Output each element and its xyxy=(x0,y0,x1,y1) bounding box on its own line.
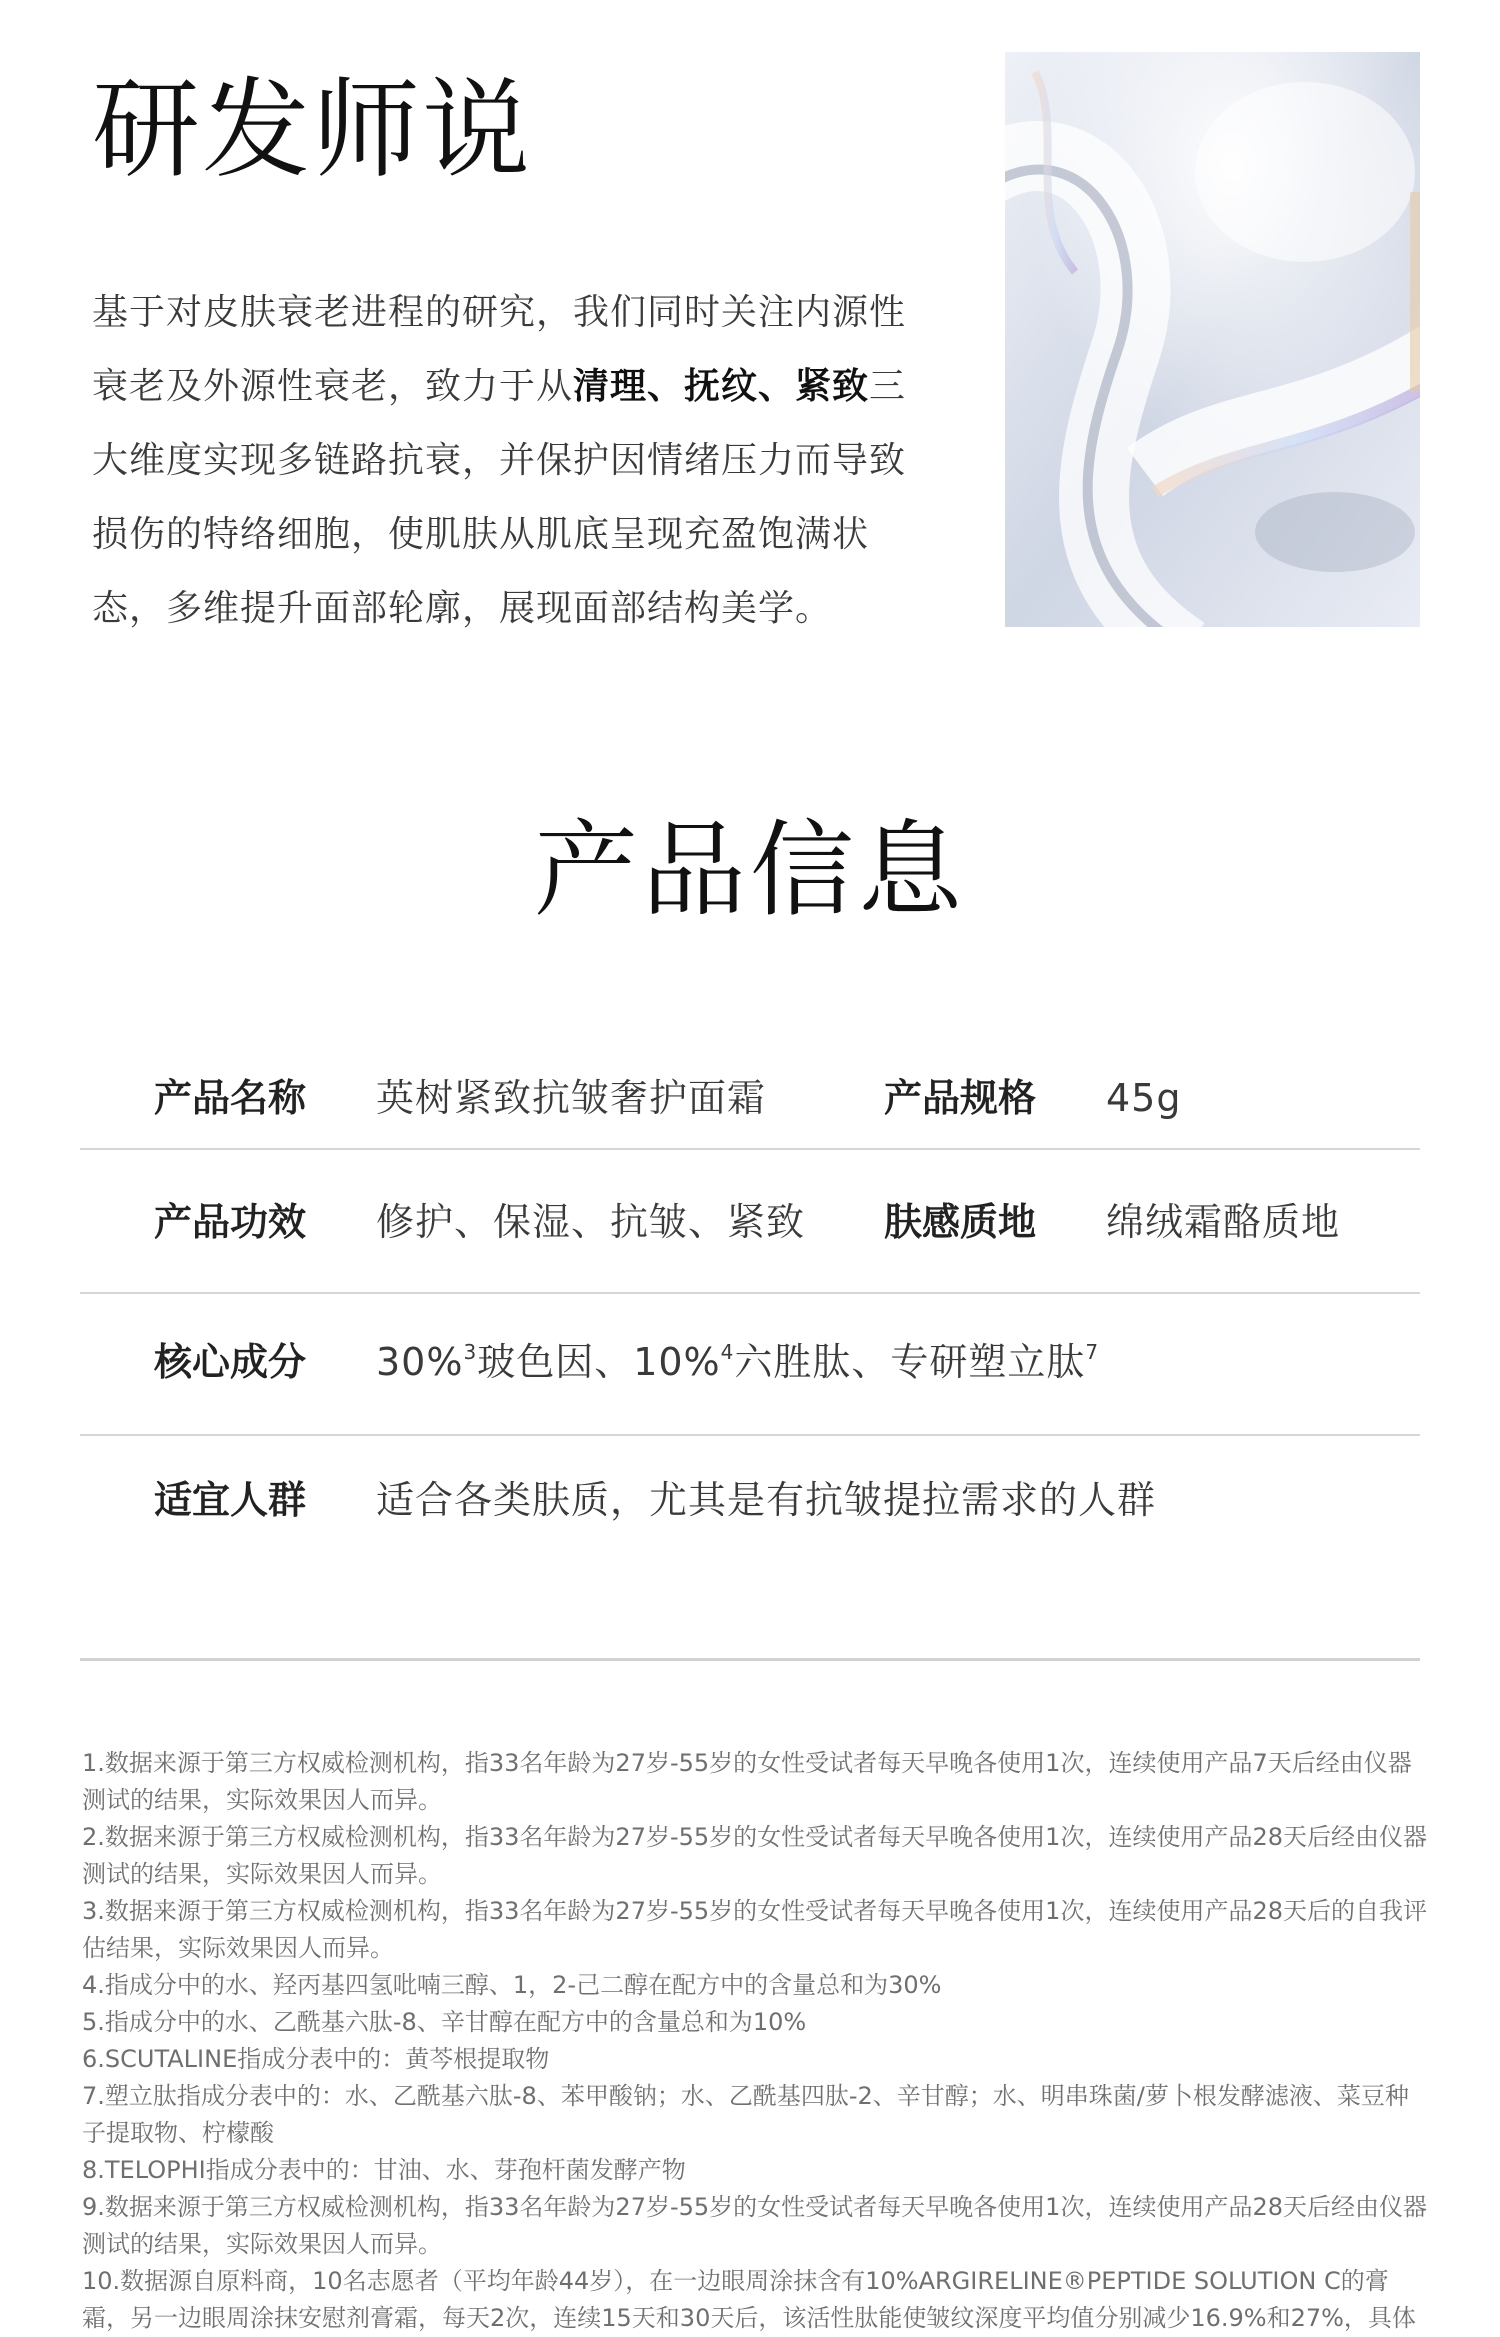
footnote-item: 4.指成分中的水、羟丙基四氢吡喃三醇、1，2-己二醇在配方中的含量总和为30% xyxy=(82,1971,942,1999)
core-ingredients-label: 核心成分 xyxy=(154,1340,307,1384)
info-row-effect-texture xyxy=(80,1148,1420,1294)
product-effect-value: 修护、保湿、抗皱、紧致 xyxy=(376,1200,806,1244)
target-users-label: 适宜人群 xyxy=(154,1478,307,1522)
footnote-item: 2.数据来源于第三方权威检测机构，指33名年龄为27岁-55岁的女性受试者每天早晚各使用1次，连续使用产品28天后经由仪器测试的结果，实际效果因人而异。 xyxy=(82,1823,1427,1888)
info-row-name-size xyxy=(80,1030,1420,1150)
product-name-label: 产品名称 xyxy=(154,1076,307,1120)
info-row-ingredients xyxy=(80,1292,1420,1436)
body-text-part2: 三大维度实现多链路抗衰，并保护因情绪压力而导致损伤的特络细胞，使肌肤从肌底呈现充盈饱满状态，多维提升面部轮廓，展现面部结构美学。 xyxy=(92,366,907,629)
developer-section-title: 研发师说 xyxy=(92,68,533,193)
skin-texture-value: 绵绒霜酪质地 xyxy=(1106,1200,1341,1244)
footnote-ref-7: 7 xyxy=(1085,1340,1100,1364)
footnote-item: 8.TELOPHI指成分表中的：甘油、水、芽孢杆菌发酵产物 xyxy=(82,2156,686,2184)
developer-section-body xyxy=(92,276,922,646)
footnote-item: 6.SCUTALINE指成分表中的：黄芩根提取物 xyxy=(82,2045,550,2073)
ingredient-c: 六胜肽、专研塑立肽 xyxy=(734,1340,1086,1384)
body-text-part1: 基于对皮肤衰老进程的研究，我们同时关注内源性衰老及外源性衰老，致力于从 xyxy=(92,292,907,407)
footnote-item: 7.塑立肽指成分表中的：水、乙酰基六肽-8、苯甲酸钠；水、乙酰基四肽-2、辛甘醇；水、明串珠菌/萝卜根发酵滤液、菜豆种子提取物、柠檬酸 xyxy=(82,2082,1409,2147)
ingredient-a: 30% xyxy=(376,1340,464,1384)
footnote-item: 3.数据来源于第三方权威检测机构，指33名年龄为27岁-55岁的女性受试者每天早晚各使用1次，连续使用产品28天后的自我评估结果，实际效果因人而异。 xyxy=(82,1897,1427,1962)
info-row-target-users xyxy=(80,1434,1420,1661)
footnote-item: 10.数据源自原料商，10名志愿者（平均年龄44岁），在一边眼周涂抹含有10%ARGIRELINE®PEPTIDE SOLUTION C的膏霜，另一边眼周涂抹安慰剂膏霜，每天2次，连续15天和30天后，该活性肽能使皱纹深度平均值分别减少16.9%和27%，具体 xyxy=(82,2267,1416,2332)
liquid-glass-texture-image xyxy=(1005,52,1420,627)
target-users-value: 适合各类肤质，尤其是有抗皱提拉需求的人群 xyxy=(376,1478,1157,1522)
ingredient-b: 玻色因、10% xyxy=(477,1340,721,1384)
footnote-ref-3: 3 xyxy=(463,1340,478,1364)
product-name-value: 英树紧致抗皱奢护面霜 xyxy=(376,1076,767,1120)
product-info-title: 产品信息 xyxy=(533,809,966,931)
product-effect-label: 产品功效 xyxy=(154,1200,307,1244)
skin-texture-label: 肤感质地 xyxy=(884,1200,1037,1244)
core-ingredients-value xyxy=(376,1338,1099,1386)
footnote-item: 1.数据来源于第三方权威检测机构，指33名年龄为27岁-55岁的女性受试者每天早晚各使用1次，连续使用产品7天后经由仪器测试的结果，实际效果因人而异。 xyxy=(82,1749,1412,1814)
product-size-value: 45g xyxy=(1106,1076,1182,1120)
footnote-item: 9.数据来源于第三方权威检测机构，指33名年龄为27岁-55岁的女性受试者每天早晚各使用1次，连续使用产品28天后经由仪器测试的结果，实际效果因人而异。 xyxy=(82,2193,1427,2258)
footnote-item: 5.指成分中的水、乙酰基六肽-8、辛甘醇在配方中的含量总和为10% xyxy=(82,2008,807,2036)
product-size-label: 产品规格 xyxy=(884,1076,1037,1120)
body-text-emphasis: 清理、抚纹、紧致 xyxy=(573,366,870,407)
footnote-ref-4: 4 xyxy=(720,1340,735,1364)
footnotes-list xyxy=(82,1745,1432,2337)
